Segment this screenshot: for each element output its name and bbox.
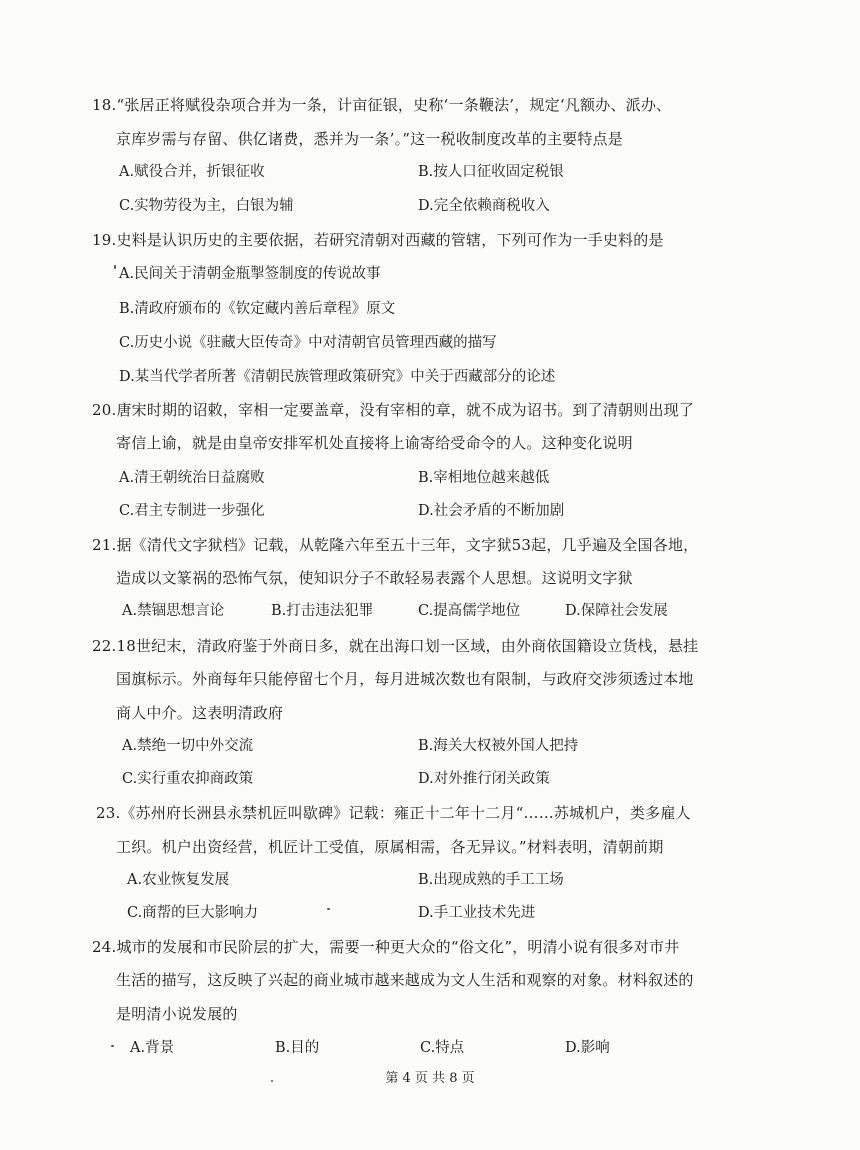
option-a[interactable]: A.民间关于清朝金瓶掣签制度的传说故事 bbox=[119, 266, 381, 282]
question-stem-line: 是明清小说发展的 bbox=[116, 1005, 238, 1023]
question-stem-line: 23.《苏州府长洲县永禁机匠叫歇碑》记载：雍正十二年十二月“……苏城机户，类多雇人 bbox=[96, 804, 691, 822]
option-d[interactable]: D.对外推行闭关政策 bbox=[418, 771, 550, 787]
option-d[interactable]: D.保障社会发展 bbox=[565, 603, 668, 619]
option-a[interactable]: A.农业恢复发展 bbox=[127, 872, 230, 888]
page-number-footer: 第 4 页 共 8 页 bbox=[385, 1071, 475, 1086]
question-stem-line: 生活的描写，这反映了兴起的商业城市越来越成为文人生活和观察的对象。材料叙述的 bbox=[116, 971, 694, 989]
option-a[interactable]: A.赋役合并，折银征收 bbox=[119, 164, 265, 180]
question-stem-line: 工织。机户出资经营，机匠计工受值，原属相需，各无异议。”材料表明，清朝前期 bbox=[116, 838, 664, 856]
option-d[interactable]: D.完全依赖商税收入 bbox=[418, 198, 550, 214]
option-a[interactable]: A.禁绝一切中外交流 bbox=[122, 738, 254, 754]
scan-speck bbox=[327, 908, 330, 910]
option-c[interactable]: C.提高儒学地位 bbox=[418, 603, 521, 619]
option-a[interactable]: A.背景 bbox=[130, 1040, 175, 1056]
option-b[interactable]: B.目的 bbox=[275, 1040, 320, 1056]
option-c[interactable]: C.商帮的巨大影响力 bbox=[127, 905, 259, 921]
option-d[interactable]: D.手工业技术先进 bbox=[418, 905, 536, 921]
question-stem-line: 20.唐宋时期的诏敕，宰相一定要盖章，没有宰相的章，就不成为诏书。到了清朝则出现了 bbox=[92, 401, 695, 419]
option-c[interactable]: C.实物劳役为主，白银为辅 bbox=[119, 198, 294, 214]
option-a[interactable]: A.禁锢思想言论 bbox=[122, 603, 225, 619]
option-b[interactable]: B.出现成熟的手工工场 bbox=[418, 872, 564, 888]
scan-speck bbox=[111, 1045, 114, 1047]
question-stem-line: 国旗标示。外商每年只能停留七个月，每月进城次数也有限制，与政府交涉须透过本地 bbox=[116, 670, 694, 688]
option-c[interactable]: C.实行重农抑商政策 bbox=[122, 771, 254, 787]
option-d[interactable]: D.社会矛盾的不断加剧 bbox=[418, 503, 565, 519]
option-b[interactable]: B.海关大权被外国人把持 bbox=[418, 738, 579, 754]
option-d[interactable]: D.某当代学者所著《清朝民族管理政策研究》中关于西藏部分的论述 bbox=[119, 369, 556, 385]
option-c[interactable]: C.君主专制进一步强化 bbox=[119, 503, 265, 519]
question-stem-line: 寄信上谕，就是由皇帝安排军机处直接将上谕寄给受命令的人。这种变化说明 bbox=[116, 434, 633, 452]
option-b[interactable]: B.按人口征收固定税银 bbox=[418, 164, 564, 180]
scan-speck bbox=[114, 265, 116, 269]
question-stem-line: 19.史料是认识历史的主要依据，若研究清朝对西藏的管辖，下列可作为一手史料的是 bbox=[92, 231, 664, 249]
option-a[interactable]: A.清王朝统治日益腐败 bbox=[119, 470, 265, 486]
question-stem-line: 21.据《清代文字狱档》记载，从乾隆六年至五十三年，文字狱53起，几乎遍及全国各地， bbox=[92, 536, 699, 554]
question-stem-line: 18.“张居正将赋役杂项合并为一条，计亩征银，史称‘一条鞭法’，规定‘凡额办、派办、 bbox=[92, 96, 672, 114]
question-stem-line: 24.城市的发展和市民阶层的扩大，需要一种更大众的“俗文化”，明清小说有很多对市井 bbox=[92, 938, 680, 956]
option-b[interactable]: B.宰相地位越来越低 bbox=[418, 470, 550, 486]
option-c[interactable]: C.历史小说《驻藏大臣传奇》中对清朝官员管理西藏的描写 bbox=[119, 335, 497, 351]
question-stem-line: 京库岁需与存留、供亿诸费，悉并为一条’。”这一税收制度改革的主要特点是 bbox=[116, 130, 623, 148]
option-b[interactable]: B.打击违法犯罪 bbox=[271, 603, 374, 619]
option-b[interactable]: B.清政府颁布的《钦定藏内善后章程》原文 bbox=[119, 301, 396, 317]
option-c[interactable]: C.特点 bbox=[420, 1040, 465, 1056]
question-stem-line: 22.18世纪末，清政府鉴于外商日多，就在出海口划一区域，由外商依国籍设立货栈，悬挂 bbox=[92, 637, 699, 655]
option-d[interactable]: D.影响 bbox=[565, 1040, 610, 1056]
question-stem-line: 造成以文篆祸的恐怖气氛，使知识分子不敢轻易表露个人思想。这说明文字狱 bbox=[116, 569, 633, 587]
question-stem-line: 商人中介。这表明清政府 bbox=[116, 704, 284, 722]
